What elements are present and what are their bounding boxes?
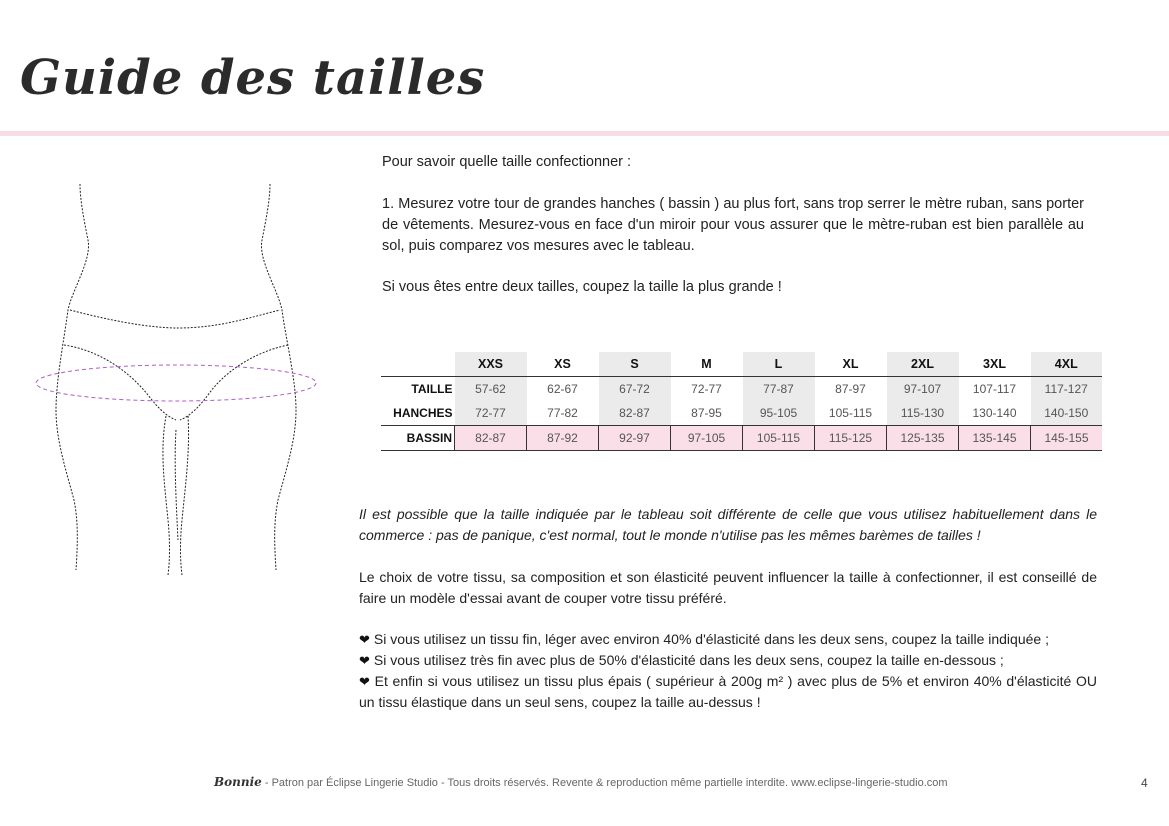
table-cell: 82-87 [599,401,671,426]
table-cell: 135-145 [959,426,1031,451]
table-cell: 67-72 [599,377,671,402]
bullet-item [359,650,1097,671]
table-cell: 145-155 [1031,426,1103,451]
row-label: BASSIN [381,426,455,451]
table-cell: 77-82 [547,406,578,420]
table-cell: 97-105 [671,426,743,451]
size-header: M [701,357,712,371]
size-header: XL [842,357,859,371]
footer-text: - Patron par Éclipse Lingerie Studio - Tous droits réservés. Revente & reproduction même partielle interdite. www.eclipse-lingerie-studio.com [261,777,948,789]
heart-icon: ❤ [359,674,371,689]
size-header-row [381,352,1102,377]
body-measurement-illustration [28,180,328,590]
table-cell: 57-62 [455,377,527,402]
table-row-taille [381,377,1102,402]
table-row-bassin [381,426,1102,451]
table-cell: 82-87 [455,426,527,451]
bullet-item [359,671,1097,713]
fabric-bullets [359,629,1097,713]
table-cell: 87-97 [815,377,887,402]
table-cell: 95-105 [743,401,815,426]
table-cell: 97-107 [887,377,959,402]
heart-icon: ❤ [359,632,370,647]
size-header: XS [554,357,571,371]
hip-measure-line [36,365,316,401]
table-corner [381,352,455,377]
table-cell: 115-125 [815,426,887,451]
bullet-item [359,629,1097,650]
size-header: S [599,352,671,377]
table-cell: 130-140 [972,406,1017,420]
table-cell: 140-150 [1031,401,1103,426]
size-note: Il est possible que la taille indiquée par le tableau soit différente de celle que vous utilisez habituellement dans le commerce : pas de panique, c'est normal, tout le monde n'utilise pas les mêmes barèmes de tailles ! [359,506,1097,543]
table-cell: 77-87 [743,377,815,402]
bullet-text: Et enfin si vous utilisez un tissu plus épais ( supérieur à 200g m² ) avec plus de 5% et environ 40% d'élasticité OU un tissu élastique dans un seul sens, coupez la taille au-dessus ! [359,673,1097,710]
footer [214,775,948,789]
size-header: 4XL [1031,352,1103,377]
size-header: 2XL [887,352,959,377]
size-header: XXS [455,352,527,377]
size-table [381,352,1102,451]
footer-brand: Bonnie [214,775,262,789]
page-title: Guide des tailles [20,50,486,106]
table-row-hanches [381,401,1102,426]
table-cell: 72-77 [455,401,527,426]
size-header: L [743,352,815,377]
table-cell: 87-95 [691,406,722,420]
bullet-text: Si vous utilisez très fin avec plus de 50% d'élasticité dans les deux sens, coupez la taille en-dessous ; [373,652,1004,668]
intro-step-1: 1. Mesurez votre tour de grandes hanches ( bassin ) au plus fort, sans trop serrer le mètre ruban, sans porter de vêtements. Mesurez-vous en face d'un miroir pour vous assurer que le mètre-ruban est bien parallèle au sol, puis comparez vos mesures avec le tableau. [382,196,1084,254]
row-label: HANCHES [393,406,453,420]
row-label: TAILLE [381,377,455,402]
table-cell: 125-135 [887,426,959,451]
table-cell: 92-97 [599,426,671,451]
bullet-text: Si vous utilisez un tissu fin, léger avec environ 40% d'élasticité dans les deux sens, coupez la taille indiquée ; [373,631,1049,647]
intro-heading: Pour savoir quelle taille confectionner : [382,154,632,170]
size-header: 3XL [983,357,1006,371]
page-number: 4 [1141,776,1148,790]
intro-tip: Si vous êtes entre deux tailles, coupez la taille la plus grande ! [382,279,782,295]
table-cell: 105-115 [828,406,873,420]
table-cell: 105-115 [743,426,815,451]
table-cell: 87-92 [527,426,599,451]
table-cell: 115-130 [887,401,959,426]
table-cell: 107-117 [959,377,1031,402]
fabric-intro: Le choix de votre tissu, sa composition et son élasticité peuvent influencer la taille à confectionner, il est conseillé de faire un modèle d'essai avant de couper votre tissu préféré. [359,569,1097,606]
table-cell: 62-67 [527,377,599,402]
heart-icon: ❤ [359,653,370,668]
table-cell: 72-77 [671,377,743,402]
header-divider [0,131,1169,136]
table-cell: 117-127 [1031,377,1103,402]
